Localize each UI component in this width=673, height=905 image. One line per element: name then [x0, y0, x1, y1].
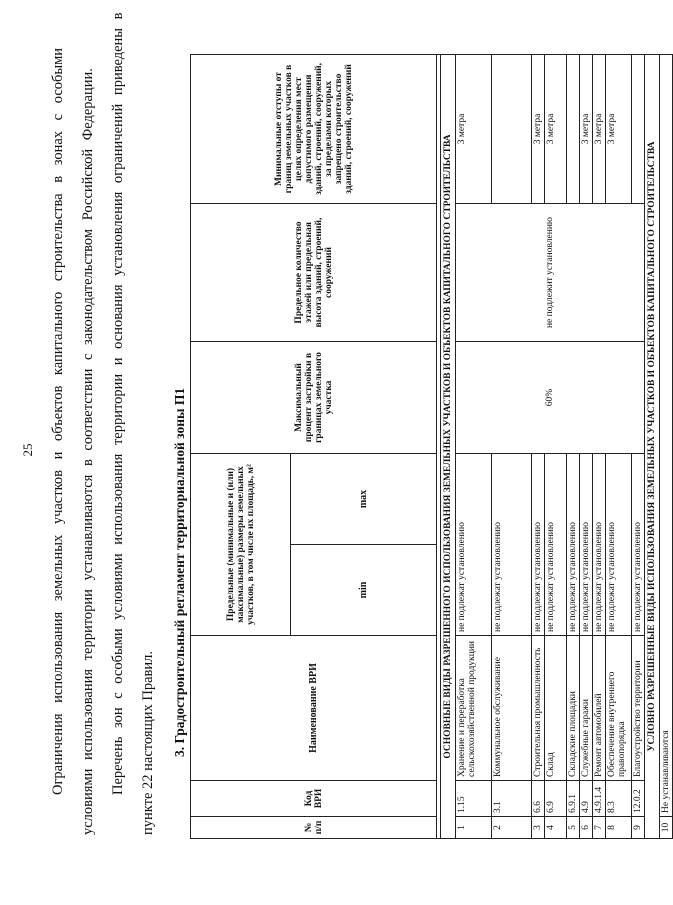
paragraph-line-3: Перечень зон с особыми условиями использования территории и основания установления ограничений приведены в [110, 12, 126, 795]
cell-setback [492, 55, 532, 204]
cell-num: 7 [593, 817, 606, 839]
cell-setback [632, 55, 645, 204]
cell-name: Ремонт автомобилей [593, 636, 606, 781]
cell-setback: 3 метра [532, 55, 545, 204]
cell-name: Хранение и переработка сельскохозяйственной продукции [456, 636, 492, 781]
cell-setback: 3 метра [593, 55, 606, 204]
table-row [456, 55, 492, 839]
header-setback: Минимальные отступы от границ земельных участков в целях определения мест допустимого размещения зданий, строений, сооружений, за пределами которых запрещено строительство зданий, строений, сооружений [191, 55, 437, 204]
cell-name: Склад [545, 636, 567, 781]
cell-size: не подлежат установлению [632, 454, 645, 636]
cell-name: Складские площадки [567, 636, 580, 781]
cell-num: 3 [532, 817, 545, 839]
cell-code: 1.15 [456, 781, 492, 817]
cell-num: 2 [492, 817, 532, 839]
header-size: Предельные (минимальные и (или) максимальные) размеры земельных участков, в том числе их площадь, м² [191, 454, 291, 636]
cell-setback [567, 55, 580, 204]
cell-name: Коммунальное обслуживание [492, 636, 532, 781]
header-floors: Предельное количество этажей или предельная высота зданий, строений, сооружений [191, 204, 437, 342]
page-number: 25 [20, 443, 35, 457]
paragraph-line-1: Ограничения использования земельных участков и объектов капитального строительства в зонах с особыми [50, 47, 66, 795]
header-max: max [291, 454, 437, 545]
section-main: ОСНОВНЫЕ ВИДЫ РАЗРЕШЕННОГО ИСПОЛЬЗОВАНИЯ ЗЕМЕЛЬНЫХ УЧАСТКОВ И ОБЪЕКТОВ КАПИТАЛЬНОГО СТРОИТЕЛЬСТВА [441, 55, 456, 839]
cell-size: не подлежат установлению [456, 454, 492, 636]
regulation-table [190, 54, 673, 839]
cell-name: Обеспечение внутреннего правопорядка [606, 636, 632, 781]
cell-conditional-text: Не устанавливаются [660, 55, 673, 817]
cell-code: 4.9.1.4 [593, 781, 606, 817]
cell-percent: 60% [456, 342, 645, 454]
paragraph-line-4: пункте 22 настоящих Правил. [140, 651, 156, 835]
cell-setback: 3 метра [456, 55, 492, 204]
cell-num: 10 [660, 817, 673, 839]
cell-name: Служебные гаражи [580, 636, 593, 781]
cell-size: не подлежат установлению [492, 454, 532, 636]
cell-size: не подлежат установлению [593, 454, 606, 636]
cell-floors: не подлежит установлению [456, 204, 645, 342]
cell-code: 6.9.1 [567, 781, 580, 817]
header-num: № п/п [191, 817, 437, 839]
header-code: Код ВРИ [191, 781, 437, 817]
cell-code: 8.3 [606, 781, 632, 817]
cell-code: 6.9 [545, 781, 567, 817]
header-name: Наименование ВРИ [191, 636, 437, 781]
table-row [660, 55, 673, 839]
cell-code: 6.6 [532, 781, 545, 817]
cell-setback: 3 метра [545, 55, 567, 204]
paragraph-line-2: условиями использования территории устанавливаются в соответствии с законодательством Российской Федерации. [80, 68, 96, 835]
cell-num: 1 [456, 817, 492, 839]
cell-num: 4 [545, 817, 567, 839]
cell-size: не подлежат установлению [567, 454, 580, 636]
table-title: 3. Градостроительный регламент территориальной зоны П1 [172, 387, 187, 757]
cell-size: не подлежат установлению [606, 454, 632, 636]
cell-size: не подлежат установлению [545, 454, 567, 636]
cell-setback: 3 метра [580, 55, 593, 204]
cell-name: Строительная промышленность [532, 636, 545, 781]
cell-setback: 3 метра [606, 55, 632, 204]
cell-code: 3.1 [492, 781, 532, 817]
header-percent: Максимальный процент застройки в границах земельного участка [191, 342, 437, 454]
header-min: min [291, 545, 437, 636]
cell-num: 5 [567, 817, 580, 839]
cell-num: 9 [632, 817, 645, 839]
cell-code: 4.9 [580, 781, 593, 817]
cell-size: не подлежат установлению [580, 454, 593, 636]
cell-code: 12.0.2 [632, 781, 645, 817]
cell-size: не подлежат установлению [532, 454, 545, 636]
section-conditional: УСЛОВНО РАЗРЕШЕННЫЕ ВИДЫ ИСПОЛЬЗОВАНИЯ ЗЕМЕЛЬНЫХ УЧАСТКОВ И ОБЪЕКТОВ КАПИТАЛЬНОГО СТРОИТЕЛЬСТВА [645, 55, 660, 839]
cell-num: 6 [580, 817, 593, 839]
cell-num: 8 [606, 817, 632, 839]
cell-name: Благоустройство территории [632, 636, 645, 781]
